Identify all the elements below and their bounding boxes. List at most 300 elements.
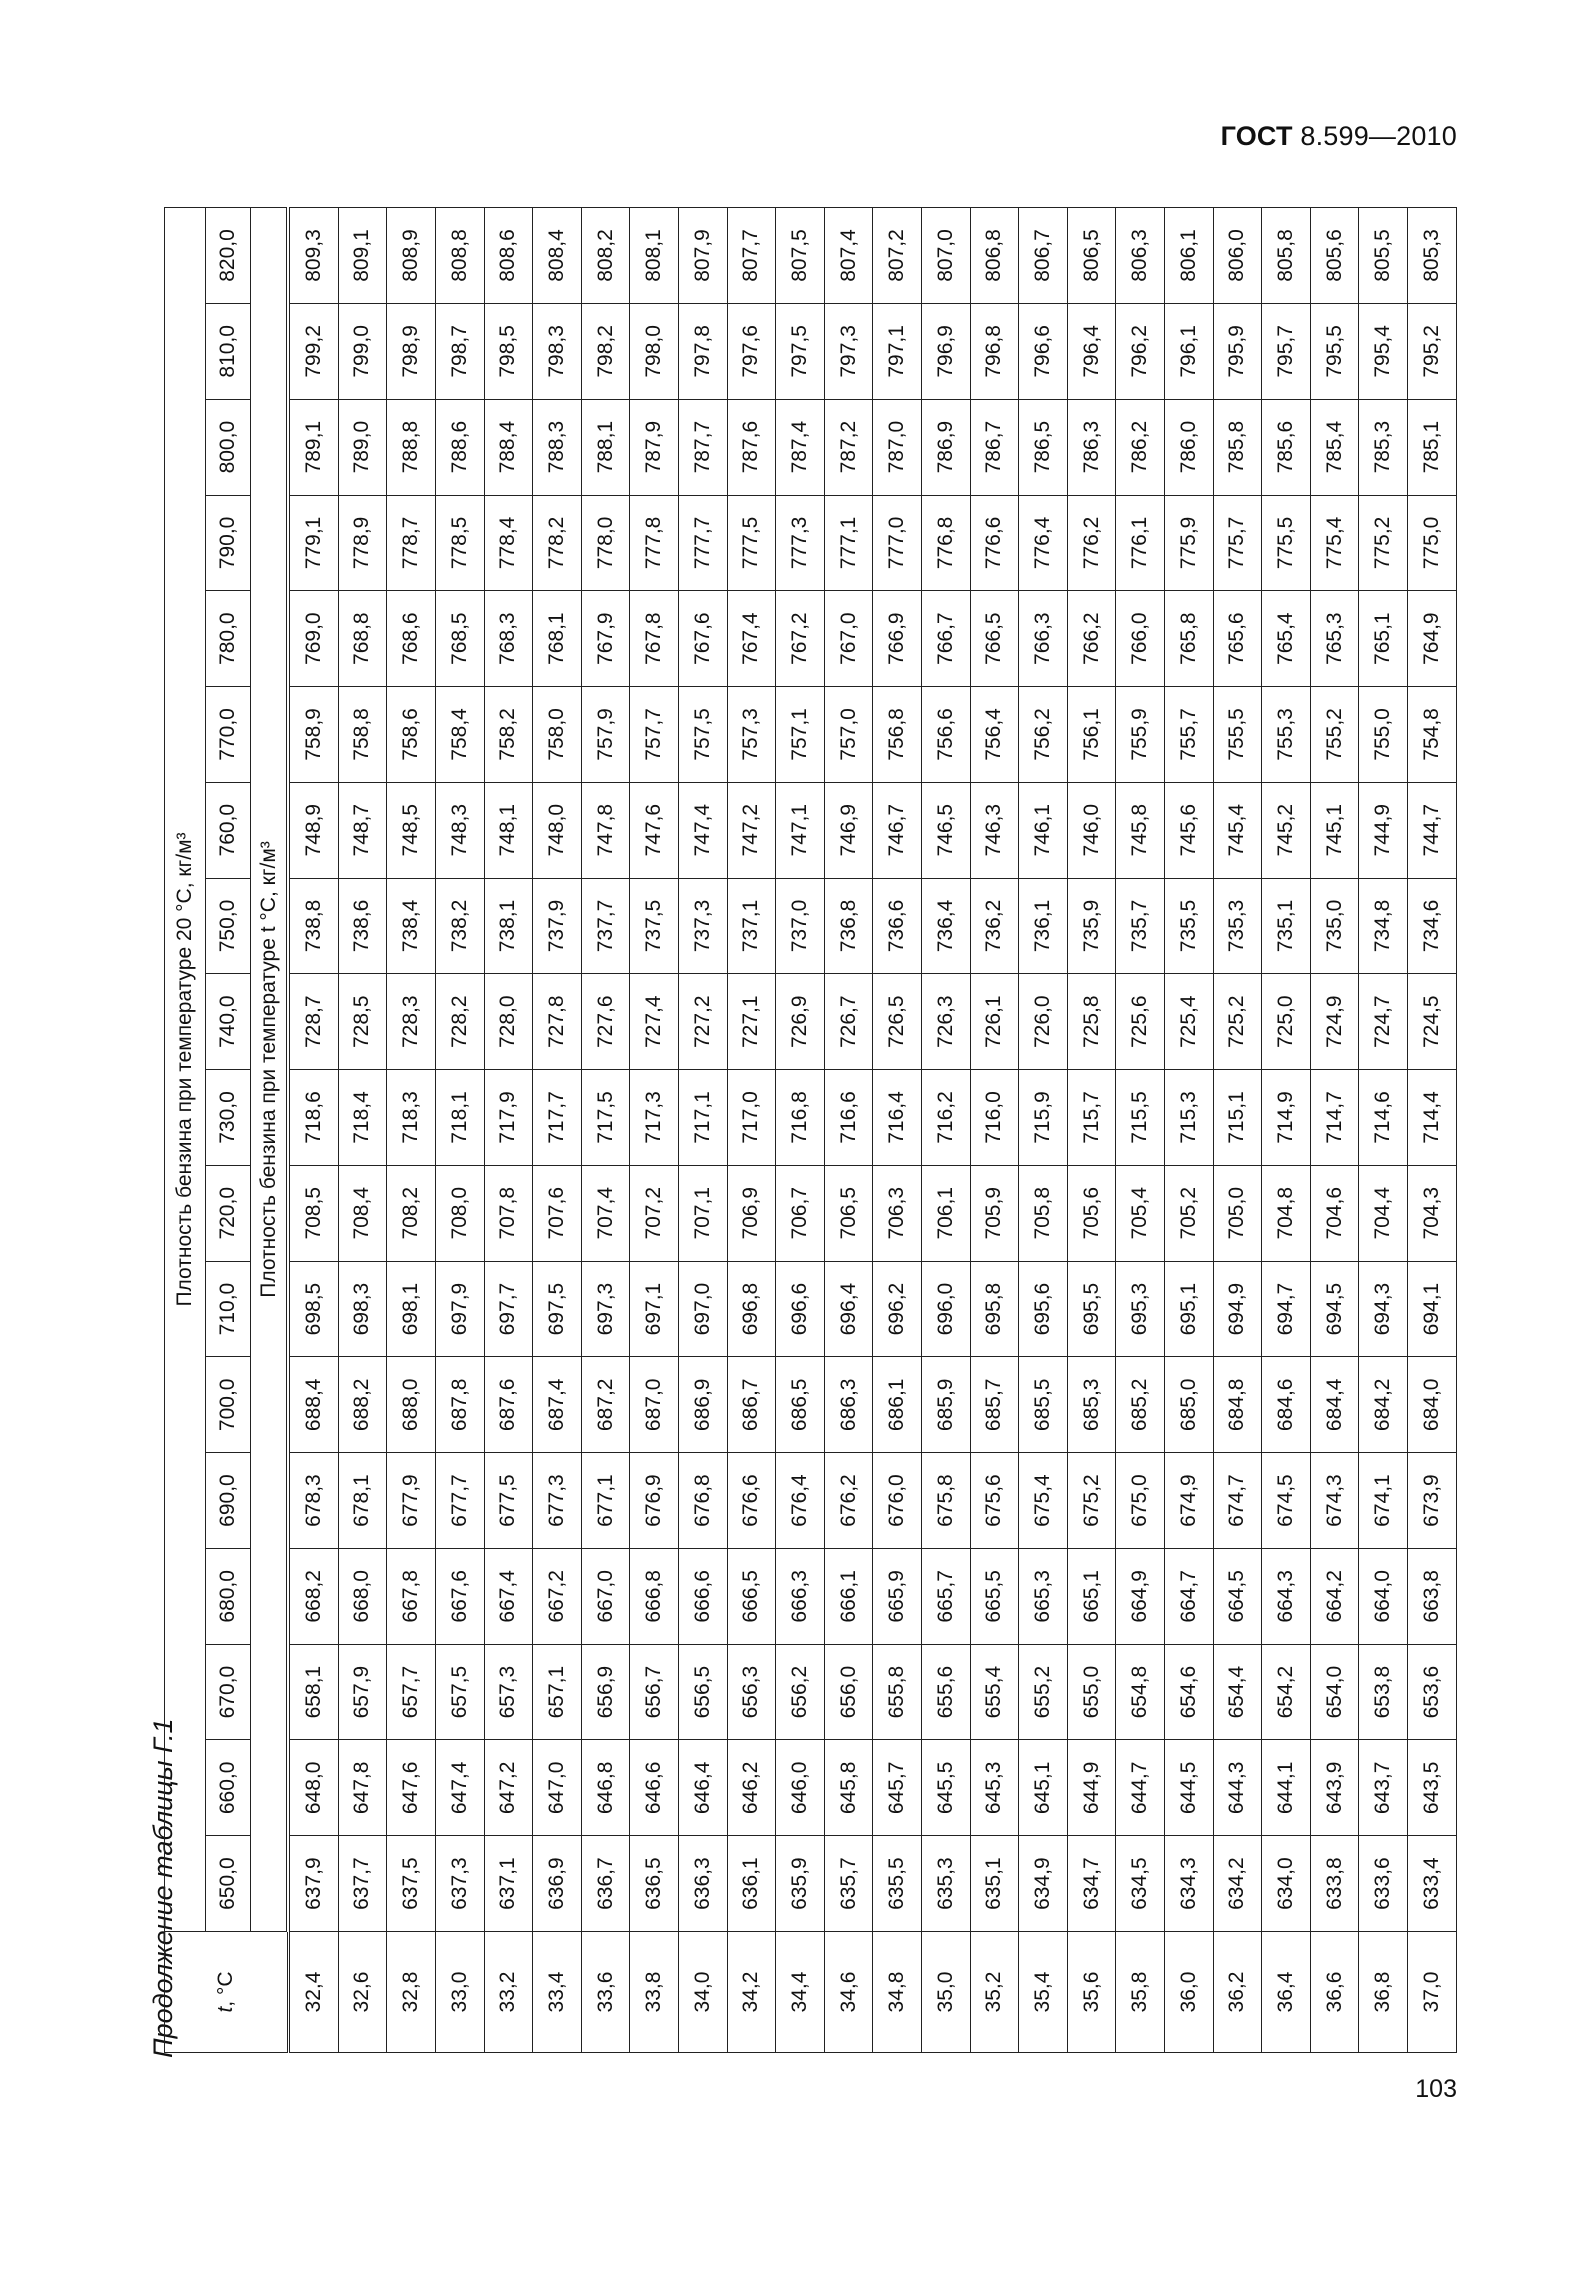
- density-cell: 636,3: [678, 1836, 727, 1932]
- density-column-header: 680,0: [206, 1548, 251, 1644]
- density-cell: 788,6: [435, 399, 484, 495]
- density-cell: 778,9: [338, 495, 387, 591]
- density-cell: 766,9: [873, 591, 922, 687]
- density-cell: 695,8: [970, 1261, 1019, 1357]
- density-cell: 738,2: [435, 878, 484, 974]
- density-cell: 728,2: [435, 974, 484, 1070]
- density-cell: 738,4: [387, 878, 436, 974]
- density-cell: 717,5: [581, 1070, 630, 1166]
- density-cell: 808,2: [581, 208, 630, 304]
- density-cell: 704,6: [1310, 1165, 1359, 1261]
- density-column-header: 740,0: [206, 974, 251, 1070]
- table-row: [630, 208, 679, 2053]
- density-cell: 765,4: [1262, 591, 1311, 687]
- density-cell: 756,4: [970, 687, 1019, 783]
- density-cell: 645,1: [1019, 1740, 1068, 1836]
- density-cell: 715,7: [1067, 1070, 1116, 1166]
- density-cell: 664,2: [1310, 1548, 1359, 1644]
- density-cell: 706,1: [921, 1165, 970, 1261]
- density-cell: 698,1: [387, 1261, 436, 1357]
- density-cell: 655,4: [970, 1644, 1019, 1740]
- density-cell: 795,2: [1408, 303, 1457, 399]
- density-cell: 775,2: [1359, 495, 1408, 591]
- density-cell: 786,9: [921, 399, 970, 495]
- density-cell: 655,2: [1019, 1644, 1068, 1740]
- density-cell: 748,3: [435, 782, 484, 878]
- density-cell: 738,8: [288, 878, 338, 974]
- density-table-frame: [164, 207, 1457, 2053]
- density-cell: 724,5: [1408, 974, 1457, 1070]
- density-cell: 777,1: [824, 495, 873, 591]
- density-cell: 717,7: [533, 1070, 582, 1166]
- density-cell: 727,6: [581, 974, 630, 1070]
- density-column-header: 660,0: [206, 1740, 251, 1836]
- density-cell: 716,8: [776, 1070, 825, 1166]
- temperature-cell: 36,2: [1213, 1932, 1262, 2053]
- density-cell: 736,4: [921, 878, 970, 974]
- density-cell: 696,2: [873, 1261, 922, 1357]
- density-column-header: 800,0: [206, 399, 251, 495]
- density-cell: 745,1: [1310, 782, 1359, 878]
- density-cell: 668,0: [338, 1548, 387, 1644]
- density-cell: 686,5: [776, 1357, 825, 1453]
- density-cell: 634,2: [1213, 1836, 1262, 1932]
- temperature-cell: 34,4: [776, 1932, 825, 2053]
- table-row: [873, 208, 922, 2053]
- density-cell: 707,6: [533, 1165, 582, 1261]
- density-cell: 777,3: [776, 495, 825, 591]
- density-cell: 758,8: [338, 687, 387, 783]
- density-cell: 714,6: [1359, 1070, 1408, 1166]
- density-cell: 686,3: [824, 1357, 873, 1453]
- density-cell: 687,8: [435, 1357, 484, 1453]
- density-cell: 795,9: [1213, 303, 1262, 399]
- density-cell: 768,3: [484, 591, 533, 687]
- density-cell: 748,7: [338, 782, 387, 878]
- density-column-header: 810,0: [206, 303, 251, 399]
- density-cell: 746,0: [1067, 782, 1116, 878]
- density-cell: 634,0: [1262, 1836, 1311, 1932]
- density-cell: 676,2: [824, 1453, 873, 1549]
- density-cell: 725,0: [1262, 974, 1311, 1070]
- density-cell: 728,7: [288, 974, 338, 1070]
- density-cell: 766,0: [1116, 591, 1165, 687]
- temperature-cell: 33,0: [435, 1932, 484, 2053]
- density-cell: 808,8: [435, 208, 484, 304]
- density-cell: 646,6: [630, 1740, 679, 1836]
- temperature-cell: 36,0: [1165, 1932, 1214, 2053]
- density-cell: 798,2: [581, 303, 630, 399]
- density-cell: 644,3: [1213, 1740, 1262, 1836]
- density-cell: 678,3: [288, 1453, 338, 1549]
- density-cell: 654,8: [1116, 1644, 1165, 1740]
- density-cell: 714,9: [1262, 1070, 1311, 1166]
- density-cell: 717,0: [727, 1070, 776, 1166]
- table-row: [533, 208, 582, 2053]
- density-cell: 645,8: [824, 1740, 873, 1836]
- table-row: [1019, 208, 1068, 2053]
- density-cell: 697,9: [435, 1261, 484, 1357]
- density-cell: 769,0: [288, 591, 338, 687]
- density-cell: 745,6: [1165, 782, 1214, 878]
- group-header: Плотность бензина при температуре 20 °С, кг/м³: [165, 208, 206, 1932]
- density-cell: 665,5: [970, 1548, 1019, 1644]
- density-cell: 663,8: [1408, 1548, 1457, 1644]
- density-cell: 775,9: [1165, 495, 1214, 591]
- density-cell: 656,2: [776, 1644, 825, 1740]
- density-cell: 637,3: [435, 1836, 484, 1932]
- density-column-header: 710,0: [206, 1261, 251, 1357]
- density-cell: 667,0: [581, 1548, 630, 1644]
- density-cell: 697,5: [533, 1261, 582, 1357]
- density-cell: 644,1: [1262, 1740, 1311, 1836]
- density-cell: 633,6: [1359, 1836, 1408, 1932]
- density-cell: 675,8: [921, 1453, 970, 1549]
- density-cell: 744,7: [1408, 782, 1457, 878]
- density-cell: 788,3: [533, 399, 582, 495]
- table-row: [824, 208, 873, 2053]
- density-cell: 787,4: [776, 399, 825, 495]
- density-cell: 685,2: [1116, 1357, 1165, 1453]
- density-cell: 714,7: [1310, 1070, 1359, 1166]
- density-cell: 728,0: [484, 974, 533, 1070]
- density-cell: 777,8: [630, 495, 679, 591]
- density-cell: 656,0: [824, 1644, 873, 1740]
- temperature-cell: 33,6: [581, 1932, 630, 2053]
- density-cell: 647,4: [435, 1740, 484, 1836]
- density-cell: 786,0: [1165, 399, 1214, 495]
- density-cell: 735,9: [1067, 878, 1116, 974]
- density-cell: 787,7: [678, 399, 727, 495]
- density-cell: 694,7: [1262, 1261, 1311, 1357]
- density-cell: 786,3: [1067, 399, 1116, 495]
- temperature-cell: 33,2: [484, 1932, 533, 2053]
- density-cell: 676,6: [727, 1453, 776, 1549]
- density-cell: 785,1: [1408, 399, 1457, 495]
- density-cell: 643,5: [1408, 1740, 1457, 1836]
- density-cell: 766,2: [1067, 591, 1116, 687]
- density-cell: 686,9: [678, 1357, 727, 1453]
- density-cell: 718,6: [288, 1070, 338, 1166]
- density-cell: 788,8: [387, 399, 436, 495]
- density-cell: 776,4: [1019, 495, 1068, 591]
- density-cell: 636,5: [630, 1836, 679, 1932]
- density-column-header: 780,0: [206, 591, 251, 687]
- density-cell: 657,1: [533, 1644, 582, 1740]
- density-cell: 776,1: [1116, 495, 1165, 591]
- density-cell: 776,6: [970, 495, 1019, 591]
- density-cell: 636,7: [581, 1836, 630, 1932]
- density-cell: 775,4: [1310, 495, 1359, 591]
- density-cell: 708,4: [338, 1165, 387, 1261]
- density-cell: 766,3: [1019, 591, 1068, 687]
- density-cell: 767,4: [727, 591, 776, 687]
- density-cell: 798,9: [387, 303, 436, 399]
- density-column-header: 820,0: [206, 208, 251, 304]
- table-row: [288, 208, 338, 2053]
- density-cell: 657,5: [435, 1644, 484, 1740]
- density-cell: 695,1: [1165, 1261, 1214, 1357]
- density-cell: 674,9: [1165, 1453, 1214, 1549]
- density-cell: 744,9: [1359, 782, 1408, 878]
- density-cell: 776,2: [1067, 495, 1116, 591]
- density-cell: 727,2: [678, 974, 727, 1070]
- table-row: [678, 208, 727, 2053]
- density-cell: 694,5: [1310, 1261, 1359, 1357]
- density-cell: 789,1: [288, 399, 338, 495]
- density-cell: 778,5: [435, 495, 484, 591]
- temperature-cell: 36,4: [1262, 1932, 1311, 2053]
- density-cell: 728,3: [387, 974, 436, 1070]
- density-cell: 636,1: [727, 1836, 776, 1932]
- density-cell: 734,6: [1408, 878, 1457, 974]
- table-row: [921, 208, 970, 2053]
- density-cell: 635,1: [970, 1836, 1019, 1932]
- density-cell: 809,3: [288, 208, 338, 304]
- density-cell: 708,0: [435, 1165, 484, 1261]
- density-cell: 727,4: [630, 974, 679, 1070]
- density-cell: 736,2: [970, 878, 1019, 974]
- density-cell: 747,4: [678, 782, 727, 878]
- density-cell: 654,6: [1165, 1644, 1214, 1740]
- density-cell: 768,6: [387, 591, 436, 687]
- density-cell: 707,8: [484, 1165, 533, 1261]
- density-cell: 714,4: [1408, 1070, 1457, 1166]
- density-cell: 745,4: [1213, 782, 1262, 878]
- density-cell: 686,7: [727, 1357, 776, 1453]
- density-cell: 726,9: [776, 974, 825, 1070]
- density-cell: 756,2: [1019, 687, 1068, 783]
- density-cell: 707,2: [630, 1165, 679, 1261]
- temperature-cell: 37,0: [1408, 1932, 1457, 2053]
- density-cell: 726,3: [921, 974, 970, 1070]
- density-cell: 747,6: [630, 782, 679, 878]
- density-cell: 668,2: [288, 1548, 338, 1644]
- density-cell: 667,8: [387, 1548, 436, 1644]
- density-cell: 797,5: [776, 303, 825, 399]
- density-cell: 725,6: [1116, 974, 1165, 1070]
- density-cell: 706,3: [873, 1165, 922, 1261]
- density-cell: 738,6: [338, 878, 387, 974]
- density-cell: 687,4: [533, 1357, 582, 1453]
- density-column-header: 770,0: [206, 687, 251, 783]
- density-cell: 664,7: [1165, 1548, 1214, 1644]
- temperature-cell: 34,8: [873, 1932, 922, 2053]
- density-cell: 694,9: [1213, 1261, 1262, 1357]
- density-cell: 667,4: [484, 1548, 533, 1644]
- density-cell: 746,7: [873, 782, 922, 878]
- density-cell: 697,0: [678, 1261, 727, 1357]
- density-cell: 755,3: [1262, 687, 1311, 783]
- density-cell: 735,7: [1116, 878, 1165, 974]
- density-cell: 758,4: [435, 687, 484, 783]
- table-row: [435, 208, 484, 2053]
- density-cell: 807,5: [776, 208, 825, 304]
- density-cell: 806,3: [1116, 208, 1165, 304]
- density-cell: 685,7: [970, 1357, 1019, 1453]
- temperature-cell: 36,6: [1310, 1932, 1359, 2053]
- density-table-rotated: [164, 207, 1457, 2053]
- temperature-cell: 35,8: [1116, 1932, 1165, 2053]
- density-cell: 675,2: [1067, 1453, 1116, 1549]
- density-cell: 664,3: [1262, 1548, 1311, 1644]
- density-cell: 637,5: [387, 1836, 436, 1932]
- density-cell: 768,1: [533, 591, 582, 687]
- density-cell: 634,5: [1116, 1836, 1165, 1932]
- density-cell: 765,3: [1310, 591, 1359, 687]
- density-cell: 767,2: [776, 591, 825, 687]
- density-cell: 768,8: [338, 591, 387, 687]
- density-cell: 755,9: [1116, 687, 1165, 783]
- density-cell: 636,9: [533, 1836, 582, 1932]
- density-cell: 707,1: [678, 1165, 727, 1261]
- density-cell: 718,3: [387, 1070, 436, 1166]
- density-cell: 757,9: [581, 687, 630, 783]
- density-cell: 799,2: [288, 303, 338, 399]
- table-row: [1116, 208, 1165, 2053]
- temperature-cell: 33,4: [533, 1932, 582, 2053]
- density-cell: 653,8: [1359, 1644, 1408, 1740]
- density-cell: 675,4: [1019, 1453, 1068, 1549]
- density-cell: 748,5: [387, 782, 436, 878]
- page-number: 103: [1415, 2075, 1457, 2103]
- density-cell: 708,2: [387, 1165, 436, 1261]
- density-cell: 716,0: [970, 1070, 1019, 1166]
- density-cell: 746,1: [1019, 782, 1068, 878]
- density-cell: 755,5: [1213, 687, 1262, 783]
- density-cell: 758,6: [387, 687, 436, 783]
- density-cell: 685,9: [921, 1357, 970, 1453]
- density-cell: 798,3: [533, 303, 582, 399]
- density-cell: 648,0: [288, 1740, 338, 1836]
- density-cell: 667,6: [435, 1548, 484, 1644]
- temperature-cell: 32,4: [288, 1932, 338, 2053]
- density-cell: 718,1: [435, 1070, 484, 1166]
- density-cell: 684,6: [1262, 1357, 1311, 1453]
- density-cell: 796,2: [1116, 303, 1165, 399]
- density-cell: 806,8: [970, 208, 1019, 304]
- density-cell: 798,0: [630, 303, 679, 399]
- density-cell: 756,6: [921, 687, 970, 783]
- density-cell: 746,5: [921, 782, 970, 878]
- density-cell: 696,8: [727, 1261, 776, 1357]
- density-cell: 807,9: [678, 208, 727, 304]
- density-cell: 805,8: [1262, 208, 1311, 304]
- density-cell: 643,7: [1359, 1740, 1408, 1836]
- density-cell: 777,0: [873, 495, 922, 591]
- density-cell: 643,9: [1310, 1740, 1359, 1836]
- density-column-header: 730,0: [206, 1070, 251, 1166]
- density-cell: 716,4: [873, 1070, 922, 1166]
- table-row: [1310, 208, 1359, 2053]
- density-cell: 778,4: [484, 495, 533, 591]
- density-cell: 737,1: [727, 878, 776, 974]
- density-column-header: 750,0: [206, 878, 251, 974]
- density-cell: 675,6: [970, 1453, 1019, 1549]
- density-cell: 797,3: [824, 303, 873, 399]
- t-column-header: t, °C: [165, 1932, 289, 2053]
- density-cell: 645,5: [921, 1740, 970, 1836]
- density-cell: 637,1: [484, 1836, 533, 1932]
- density-cell: 666,1: [824, 1548, 873, 1644]
- density-cell: 705,6: [1067, 1165, 1116, 1261]
- density-cell: 717,1: [678, 1070, 727, 1166]
- density-cell: 715,1: [1213, 1070, 1262, 1166]
- density-cell: 673,9: [1408, 1453, 1457, 1549]
- density-cell: 706,5: [824, 1165, 873, 1261]
- density-cell: 755,7: [1165, 687, 1214, 783]
- table-row: [581, 208, 630, 2053]
- density-cell: 806,7: [1019, 208, 1068, 304]
- density-cell: 665,9: [873, 1548, 922, 1644]
- density-cell: 716,6: [824, 1070, 873, 1166]
- density-cell: 677,9: [387, 1453, 436, 1549]
- density-cell: 685,5: [1019, 1357, 1068, 1453]
- density-cell: 715,9: [1019, 1070, 1068, 1166]
- temperature-cell: 32,6: [338, 1932, 387, 2053]
- density-cell: 646,4: [678, 1740, 727, 1836]
- density-cell: 806,5: [1067, 208, 1116, 304]
- density-cell: 654,2: [1262, 1644, 1311, 1740]
- temperature-cell: 35,6: [1067, 1932, 1116, 2053]
- density-cell: 715,5: [1116, 1070, 1165, 1166]
- density-cell: 724,7: [1359, 974, 1408, 1070]
- density-cell: 775,7: [1213, 495, 1262, 591]
- density-cell: 736,1: [1019, 878, 1068, 974]
- density-cell: 726,5: [873, 974, 922, 1070]
- density-cell: 726,7: [824, 974, 873, 1070]
- density-cell: 738,1: [484, 878, 533, 974]
- density-cell: 788,4: [484, 399, 533, 495]
- standard-prefix: ГОСТ: [1220, 121, 1293, 151]
- density-cell: 717,3: [630, 1070, 679, 1166]
- density-cell: 705,9: [970, 1165, 1019, 1261]
- density-cell: 735,3: [1213, 878, 1262, 974]
- density-cell: 687,6: [484, 1357, 533, 1453]
- density-cell: 775,5: [1262, 495, 1311, 591]
- table-row: [727, 208, 776, 2053]
- density-cell: 737,0: [776, 878, 825, 974]
- density-cell: 655,8: [873, 1644, 922, 1740]
- density-cell: 795,7: [1262, 303, 1311, 399]
- density-cell: 746,3: [970, 782, 1019, 878]
- density-column-header: 760,0: [206, 782, 251, 878]
- density-cell: 684,4: [1310, 1357, 1359, 1453]
- density-cell: 687,2: [581, 1357, 630, 1453]
- density-cell: 677,3: [533, 1453, 582, 1549]
- density-cell: 806,1: [1165, 208, 1214, 304]
- density-cell: 695,5: [1067, 1261, 1116, 1357]
- density-cell: 684,0: [1408, 1357, 1457, 1453]
- density-cell: 736,8: [824, 878, 873, 974]
- density-cell: 677,7: [435, 1453, 484, 1549]
- density-column-header: 690,0: [206, 1453, 251, 1549]
- density-cell: 694,1: [1408, 1261, 1457, 1357]
- density-cell: 755,0: [1359, 687, 1408, 783]
- density-cell: 757,5: [678, 687, 727, 783]
- density-cell: 796,4: [1067, 303, 1116, 399]
- density-cell: 646,0: [776, 1740, 825, 1836]
- density-cell: 704,4: [1359, 1165, 1408, 1261]
- density-cell: 735,0: [1310, 878, 1359, 974]
- density-cell: 785,4: [1310, 399, 1359, 495]
- density-cell: 658,1: [288, 1644, 338, 1740]
- density-cell: 696,4: [824, 1261, 873, 1357]
- density-cell: 674,3: [1310, 1453, 1359, 1549]
- density-cell: 676,0: [873, 1453, 922, 1549]
- density-cell: 757,3: [727, 687, 776, 783]
- table-row: [387, 208, 436, 2053]
